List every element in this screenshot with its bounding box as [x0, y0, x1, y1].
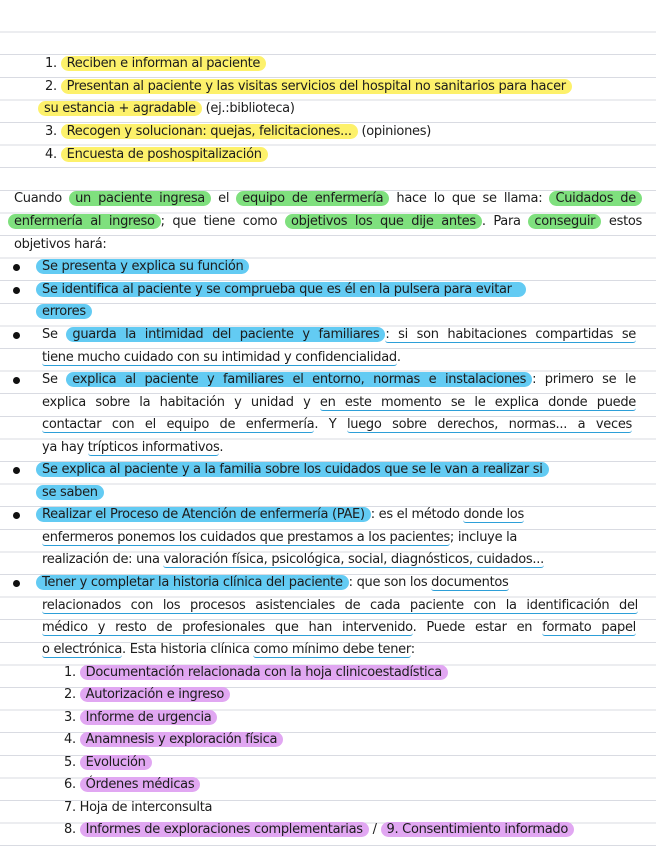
- list2-item-1: 1. Documentación relacionada con la hoja clinicoestadística: [64, 664, 448, 682]
- list2-item-6: 6. Órdenes médicas: [64, 776, 200, 794]
- list2-item-8-9: 8. Informes de exploraciones complementarias / 9. Consentimiento informado: [64, 821, 574, 839]
- list1-item-2-cont: su estancia + agradable (ej.:biblioteca): [38, 100, 295, 118]
- intro-line-2: enfermería al ingreso ; que tiene como objetivos los que dije antes . Para conseguir estos: [8, 213, 642, 231]
- bullet-7-line-3: médico y resto de profesionales que han intervenido. Puede estar en formato papel: [42, 620, 636, 635]
- list1-item-2: 2. Presentan al paciente y las visitas servicios del hospital no sanitarios para hacer: [45, 78, 572, 96]
- bullet-6-line-3: realización de: una valoración física, psicológica, social, diagnósticos, cuidados...: [42, 552, 544, 567]
- bullet-4-line-2: explica sobre la habitación y unidad y en este momento se le explica donde puede: [42, 395, 636, 410]
- list1-item-3: 3. Recogen y solucionan: quejas, felicitaciones... (opiniones): [45, 124, 431, 139]
- bullet-5-cont: se saben: [36, 484, 104, 502]
- bullet-7-line-2: relacionados con los procesos asistenciales de cada paciente con la identificación del: [42, 598, 638, 613]
- bullet-4-line-4: ya hay trípticos informativos.: [42, 440, 224, 455]
- bullet-4-dot: [13, 377, 20, 384]
- list2-item-3: 3. Informe de urgencia: [64, 709, 217, 727]
- bullet-3-cont: tiene mucho cuidado con su intimidad y confidencialidad.: [42, 350, 401, 365]
- list1-item-4: 4. Encuesta de poshospitalización: [45, 146, 268, 164]
- bullet-5: Se explica al paciente y a la familia sobre los cuidados que se le van a realizar si: [36, 461, 549, 479]
- bullet-6-dot: [13, 512, 20, 519]
- bullet-2: Se identifica al paciente y se comprueba que es él en la pulsera para evitar: [36, 281, 526, 299]
- list1-item-1: 1. Reciben e informan al paciente: [45, 55, 266, 73]
- bullet-1-dot: [13, 264, 20, 271]
- bullet-2-dot: [13, 287, 20, 294]
- bullet-3: Se guarda la intimidad del paciente y familiares : si son habitaciones compartidas se: [42, 327, 636, 342]
- list2-item-5: 5. Evolución: [64, 754, 152, 772]
- list2-item-7: 7. Hoja de interconsulta: [64, 800, 213, 815]
- bullet-1: Se presenta y explica su función: [36, 258, 249, 276]
- bullet-7-dot: [13, 580, 20, 587]
- intro-line-1: Cuando un paciente ingresa el equipo de enfermería hace lo que se llama: Cuidados de: [14, 190, 642, 208]
- list2-item-4: 4. Anamnesis y exploración física: [64, 731, 283, 749]
- bullet-7-line-4: o electrónica. Esta historia clínica como mínimo debe tener:: [42, 642, 415, 657]
- bullet-5-dot: [13, 467, 20, 474]
- list2-item-2: 2. Autorización e ingreso: [64, 686, 230, 704]
- bullet-6-line-2: enfermeros ponemos los cuidados que prestamos a los pacientes; incluye la: [42, 530, 518, 545]
- bullet-4: Se explica al paciente y familiares el entorno, normas e instalaciones : primero se le: [42, 372, 636, 387]
- bullet-7: Tener y completar la historia clínica del paciente : que son los documentos: [36, 574, 509, 592]
- intro-line-3: objetivos hará:: [14, 237, 107, 252]
- bullet-6: Realizar el Proceso de Atención de enfermería (PAE) : es el método donde los: [36, 506, 524, 524]
- bullet-2-cont: errores: [36, 303, 92, 321]
- bullet-4-line-3: contactar con el equipo de enfermería. Y luego sobre derechos, normas... a veces: [42, 417, 632, 432]
- bullet-3-dot: [13, 332, 20, 339]
